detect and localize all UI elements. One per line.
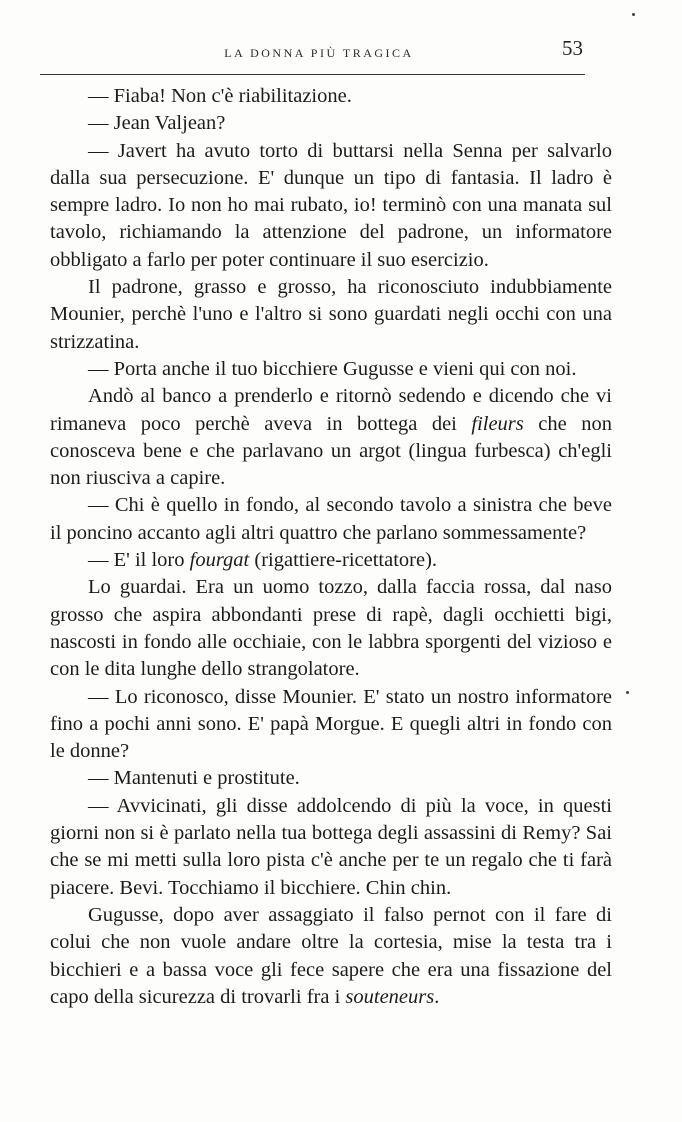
- paragraph: — Porta anche il tuo bicchiere Gugusse e vieni qui con noi.: [88, 357, 577, 380]
- italic-term: fourgat: [189, 549, 250, 572]
- page-number: 53: [562, 36, 583, 60]
- paragraph: Gugusse, dopo aver assaggiato il falso pernot con il fare di colui che non vuole andare oltre la cortesia, mise la testa tra i bicchieri e a bassa voce gli fece sapere che era una fissazione del capo della sicurezza di trovarli fra i souteneurs.: [50, 903, 612, 1008]
- print-speck: [626, 691, 629, 694]
- italic-term: souteneurs: [345, 985, 435, 1008]
- paragraph: Lo guardai. Era un uomo tozzo, dalla faccia rossa, dal naso grosso che aspira abbondanti prese di rapè, dagli occhietti bigi, nascosti in fondo alle occhiaie, con le labbra sporgenti del vizioso e con le dita lunghe dello strangolatore.: [50, 576, 612, 681]
- running-header: [55, 36, 583, 70]
- paragraph: — Fiaba! Non c'è riabilitazione.: [88, 85, 352, 107]
- paragraph: Il padrone, grasso e grosso, ha riconosciuto indubbiamente Mounier, perchè l'uno e l'altro si sono guardati negli occhi con una strizzatina.: [50, 276, 612, 353]
- paragraph: — Lo riconosco, disse Mounier. E' stato un nostro informatore fino a pochi anni sono. E' papà Morgue. E quegli altri in fondo con le donne?: [50, 685, 612, 763]
- paragraph: — Jean Valjean?: [88, 112, 226, 135]
- paragraph: — Javert ha avuto torto di buttarsi nella Senna per salvarlo dalla sua persecuzione. E' dunque un tipo di fantasia. Il ladro è sempre ladro. Io non ho mai rubato, io! terminò con una manata sul tavolo, richiamando la attenzione del padrone, un informatore obbligato a farlo per poter continuare il suo esercizio.: [50, 139, 612, 271]
- header-rule: [40, 74, 585, 75]
- paragraph: — E' il loro fourgat (rigattiere-ricettatore).: [88, 549, 438, 572]
- body-text: [50, 83, 612, 1011]
- paragraph: — Avvicinati, gli disse addolcendo di più la voce, in questi giorni non si è parlato nella tua bottega degli assassini di Remy? Sai che se mi metti sulla loro pista c'è anche per te un regalo che ti farà piacere. Bevi. Tocchiamo il bicchiere. Chin chin.: [50, 794, 612, 899]
- paragraph: — Chi è quello in fondo, al secondo tavolo a sinistra che beve il poncino accanto agli altri quattro che parlano sommessamente?: [50, 494, 612, 544]
- print-speck: [632, 13, 635, 16]
- paragraph: Andò al banco a prenderlo e ritornò sedendo e dicendo che vi rimaneva poco perchè aveva in bottega dei fileurs che non conosceva bene e che parlavano un argot (lingua furbesca) ch'egli non riusciva a capire.: [50, 385, 612, 490]
- paragraph: — Mantenuti e prostitute.: [88, 767, 300, 790]
- italic-term: fileurs: [471, 412, 524, 435]
- running-title: LA DONNA PIÙ TRAGICA: [224, 46, 414, 60]
